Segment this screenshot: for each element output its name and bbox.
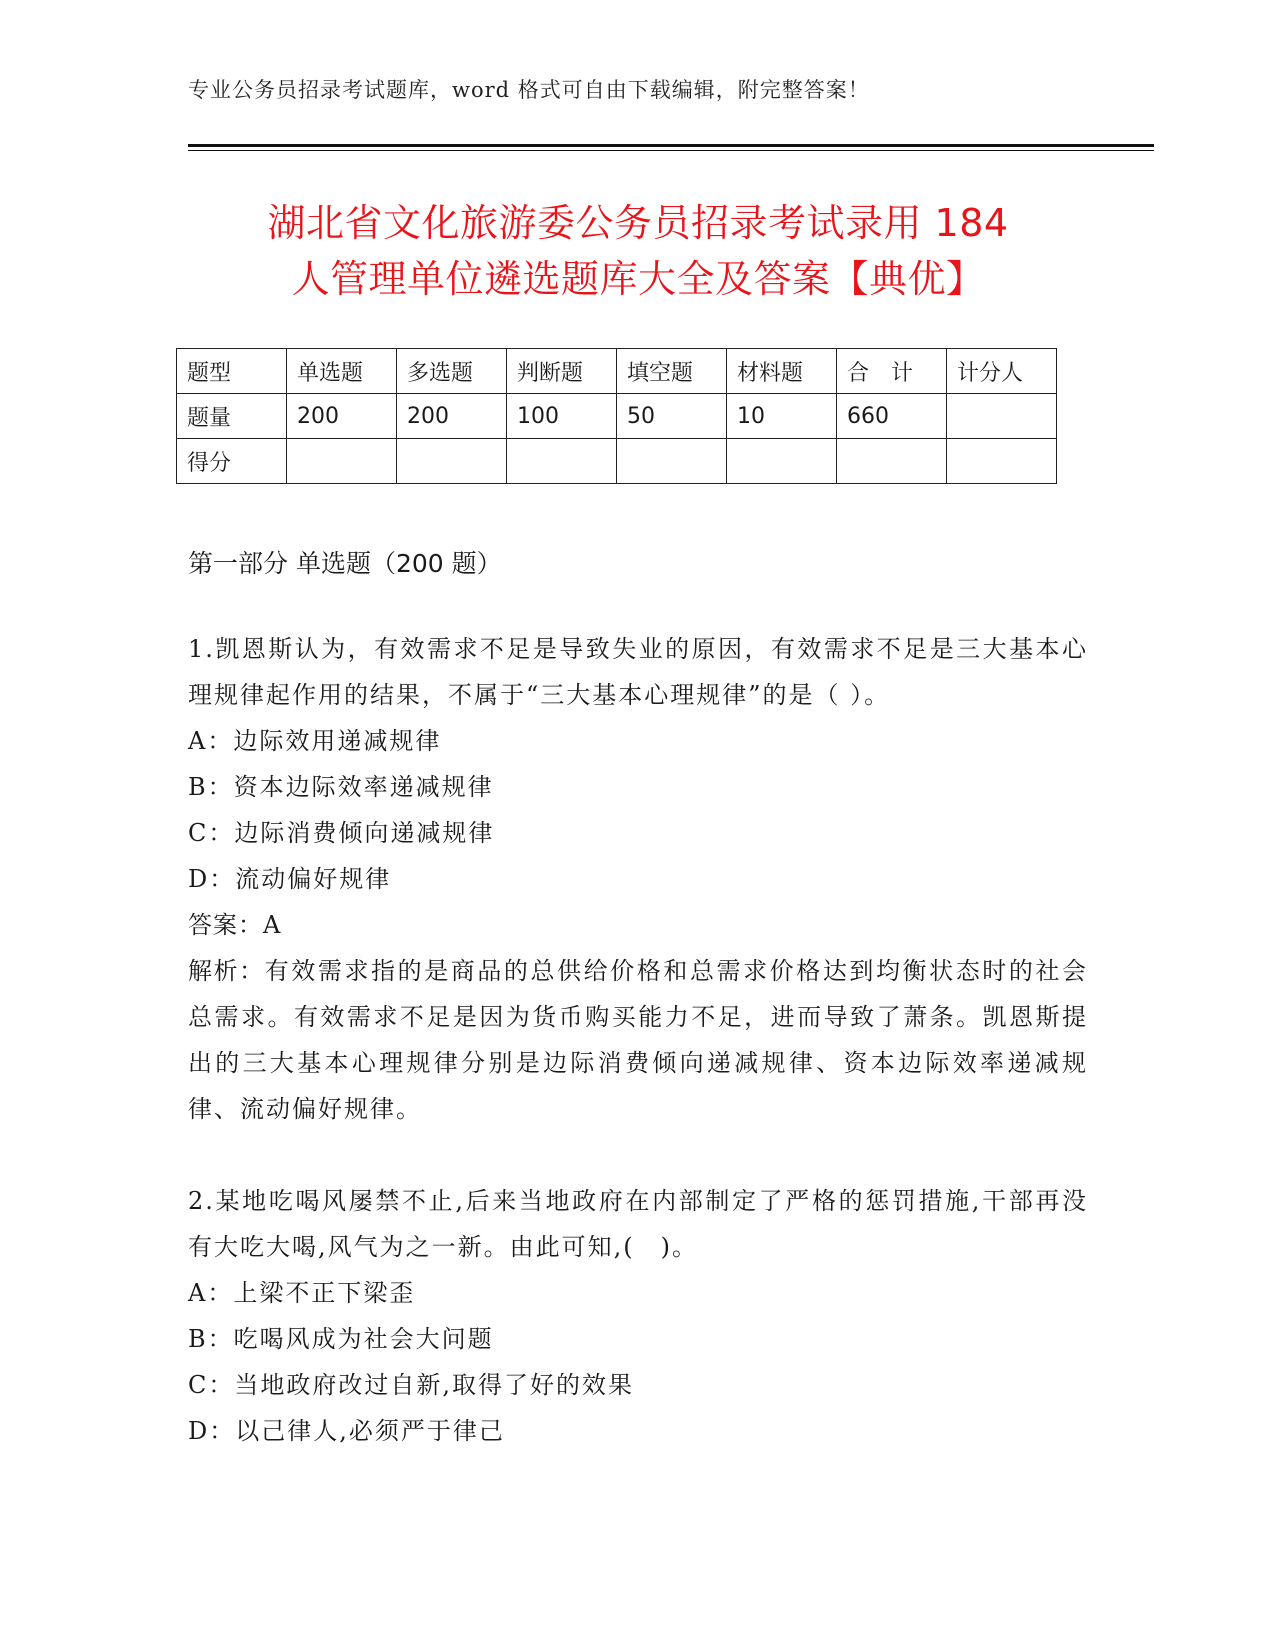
question-1 xyxy=(188,626,1088,1132)
question-2 xyxy=(188,1178,1088,1454)
answer-value: A xyxy=(263,911,283,939)
header-rule-thin xyxy=(188,150,1154,151)
answer-line xyxy=(188,902,1088,948)
table-cell: 单选题 xyxy=(287,349,397,394)
table-cell: 计分人 xyxy=(947,349,1057,394)
header-rule-thick xyxy=(188,144,1154,147)
table-cell xyxy=(837,439,947,484)
analysis-label: 解析： xyxy=(188,957,265,985)
table-cell xyxy=(947,394,1057,439)
title-line-2: 人管理单位遴选题库大全及答案【典优】 xyxy=(291,257,985,301)
table-cell xyxy=(947,439,1057,484)
title-line-1: 湖北省文化旅游委公务员招录考试录用 184 xyxy=(267,201,1009,245)
question-stem: 1.凯恩斯认为，有效需求不足是导致失业的原因，有效需求不足是三大基本心理规律起作用的结果，不属于“三大基本心理规律”的是（ ）。 xyxy=(188,635,1088,709)
analysis-line xyxy=(188,948,1088,1132)
table-cell: 得分 xyxy=(177,439,287,484)
table-cell: 题量 xyxy=(177,394,287,439)
document-title xyxy=(188,195,1088,307)
option-c: C：边际消费倾向递减规律 xyxy=(188,819,495,847)
question-stem: 2.某地吃喝风屡禁不止,后来当地政府在内部制定了严格的惩罚措施,干部再没有大吃大喝,风气为之一新。由此可知,( )。 xyxy=(188,1187,1088,1261)
table-cell: 10 xyxy=(727,394,837,439)
table-cell xyxy=(397,439,507,484)
table-cell xyxy=(727,439,837,484)
option-b: B：吃喝风成为社会大问题 xyxy=(188,1325,494,1353)
score-table xyxy=(176,348,1057,484)
header-note: 专业公务员招录考试题库，word 格式可自由下载编辑，附完整答案！ xyxy=(188,78,870,102)
table-cell: 材料题 xyxy=(727,349,837,394)
table-cell: 50 xyxy=(617,394,727,439)
table-cell xyxy=(287,439,397,484)
table-cell xyxy=(507,439,617,484)
table-cell: 660 xyxy=(837,394,947,439)
table-row-score xyxy=(177,439,1057,484)
table-row-count xyxy=(177,394,1057,439)
answer-label: 答案： xyxy=(188,911,263,939)
option-b: B：资本边际效率递减规律 xyxy=(188,773,494,801)
table-cell: 填空题 xyxy=(617,349,727,394)
table-cell xyxy=(617,439,727,484)
question-spacer xyxy=(188,1132,1088,1178)
option-d: D：以己律人,必须严于律己 xyxy=(188,1417,505,1445)
option-d: D：流动偏好规律 xyxy=(188,865,392,893)
table-cell: 200 xyxy=(397,394,507,439)
section-heading: 第一部分 单选题（200 题） xyxy=(188,549,502,578)
table-cell: 合 计 xyxy=(837,349,947,394)
table-cell: 题型 xyxy=(177,349,287,394)
analysis-text: 有效需求指的是商品的总供给价格和总需求价格达到均衡状态时的社会总需求。有效需求不足是因为货币购买能力不足，进而导致了萧条。凯恩斯提出的三大基本心理规律分别是边际消费倾向递减规律、资本边际效率递减规律、流动偏好规律。 xyxy=(188,957,1089,1123)
option-a: A：上梁不正下梁歪 xyxy=(188,1279,416,1307)
table-cell: 判断题 xyxy=(507,349,617,394)
table-cell: 100 xyxy=(507,394,617,439)
question-list xyxy=(188,626,1088,1454)
table-cell: 200 xyxy=(287,394,397,439)
option-a: A：边际效用递减规律 xyxy=(188,727,442,755)
table-cell: 多选题 xyxy=(397,349,507,394)
table-header-row xyxy=(177,349,1057,394)
option-c: C：当地政府改过自新,取得了好的效果 xyxy=(188,1371,634,1399)
